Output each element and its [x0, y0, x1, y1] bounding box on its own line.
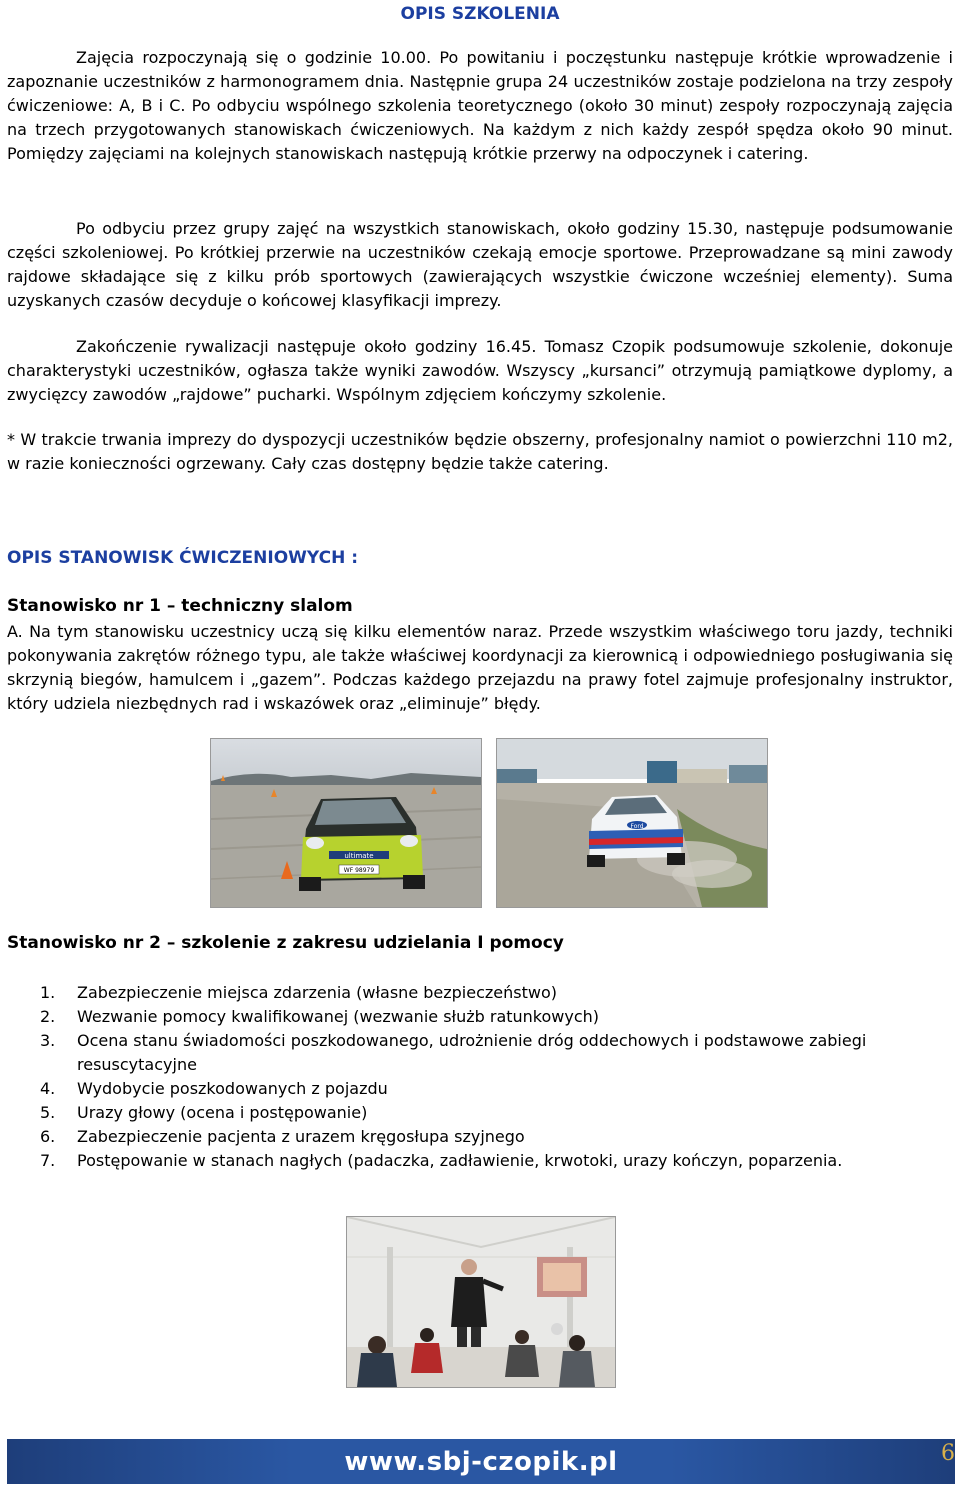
- station-1-heading: Stanowisko nr 1 – techniczny slalom: [7, 596, 353, 616]
- slalom-car-image: [211, 739, 481, 907]
- car-brand-text: Ford: [630, 823, 644, 830]
- page-title: OPIS SZKOLENIA: [400, 4, 560, 24]
- first-aid-list: [7, 981, 907, 1173]
- list-item: 4. Wydobycie poszkodowanych z pojazdu: [40, 1079, 388, 1098]
- website-url[interactable]: www.sbj-czopik.pl: [344, 1447, 618, 1477]
- intro-paragraph: [7, 46, 953, 166]
- car-stripe-text: ultimate: [344, 852, 374, 860]
- footer-banner: [7, 1439, 955, 1484]
- list-item: 7. Postępowanie w stanach nagłych (padaczka, zadławienie, krwotoki, urazy kończyn, poparzenia.: [40, 1151, 843, 1170]
- closing-text: Zakończenie rywalizacji następuje około godziny 16.45. Tomasz Czopik podsumowuje szkolenie, dokonuje charakterystyki uczestników, ogłasza także wyniki zawodów. Wszyscy „kursanci” otrzymują pamiątkowe dyplomy, a zwycięzcy zawodów „rajdowe” pucharki. Wspólnym zdjęciem kończymy szkolenie.: [7, 337, 953, 404]
- station-2-heading: Stanowisko nr 2 – szkolenie z zakresu udzielania I pomocy: [7, 933, 564, 953]
- license-plate-text: WF 98979: [343, 867, 375, 874]
- closing-paragraph: [7, 335, 953, 407]
- rally-car-image: [497, 739, 767, 907]
- note-paragraph: * W trakcie trwania imprezy do dyspozycji uczestników będzie obszerny, profesjonalny namiot o powierzchni 110 m2, w razie konieczności ogrzewany. Cały czas dostępny będzie także catering.: [7, 430, 953, 473]
- rally-car-photo: [496, 738, 768, 908]
- summary-paragraph: [7, 217, 953, 313]
- list-item: 2. Wezwanie pomocy kwalifikowanej (wezwanie służb ratunkowych): [40, 1007, 600, 1026]
- stations-section-title: OPIS STANOWISK ĆWICZENIOWYCH :: [7, 548, 359, 568]
- slalom-car-photo: [210, 738, 482, 908]
- station-1-description: A. Na tym stanowisku uczestnicy uczą się kilku elementów naraz. Przede wszystkim właściwego toru jazdy, techniki pokonywania zakrętów różnego typu, ale także właściwej koordynacji za kierownicą i odpowiedniego posługiwania się skrzynią biegów, hamulcem i „gazem”. Podczas każdego przejazdu na prawy fotel zajmuje profesjonalny instruktor, który udziela niezbędnych rad i wskazówek oraz „eliminuje” błędy.: [7, 622, 953, 713]
- list-item: 3. Ocena stanu świadomości poszkodowanego, udrożnienie dróg oddechowych i podstawowe zabiegi resuscytacyjne: [40, 1031, 867, 1074]
- list-item: 5. Urazy głowy (ocena i postępowanie): [40, 1103, 368, 1122]
- summary-text: Po odbyciu przez grupy zajęć na wszystkich stanowiskach, około godziny 15.30, następuje podsumowanie części szkoleniowej. Po krótkiej przerwie na uczestników czekają emocje sportowe. Przeprowadzane są mini zawody rajdowe składające się z kilku prób sportowych (zawierających wszystkie ćwiczone wcześniej elementy). Suma uzyskanych czasów decyduje o końcowej klasyfikacji imprezy.: [7, 219, 953, 310]
- list-item: 6. Zabezpieczenie pacjenta z urazem kręgosłupa szyjnego: [40, 1127, 525, 1146]
- intro-text: Zajęcia rozpoczynają się o godzinie 10.00. Po powitaniu i poczęstunku następuje krótkie wprowadzenie i zapoznanie uczestników z harmonogramem dnia. Następnie grupa 24 uczestników zostaje podzielona na trzy zespoły ćwiczeniowe: A, B i C. Po odbyciu wspólnego szkolenia teoretycznego (około 30 minut) zespoły rozpoczynają zajęcia na trzech przygotowanych stanowiskach ćwiczeniowych. Na każdym z nich każdy zespół spędza około 90 minut. Pomiędzy zajęciami na kolejnych stanowiskach następują krótkie przerwy na odpoczynek i catering.: [7, 48, 953, 163]
- page-number: 6: [941, 1441, 955, 1466]
- training-tent-image: [347, 1217, 615, 1387]
- list-item: 1. Zabezpieczenie miejsca zdarzenia (własne bezpieczeństwo): [40, 983, 557, 1002]
- training-tent-photo: [346, 1216, 616, 1388]
